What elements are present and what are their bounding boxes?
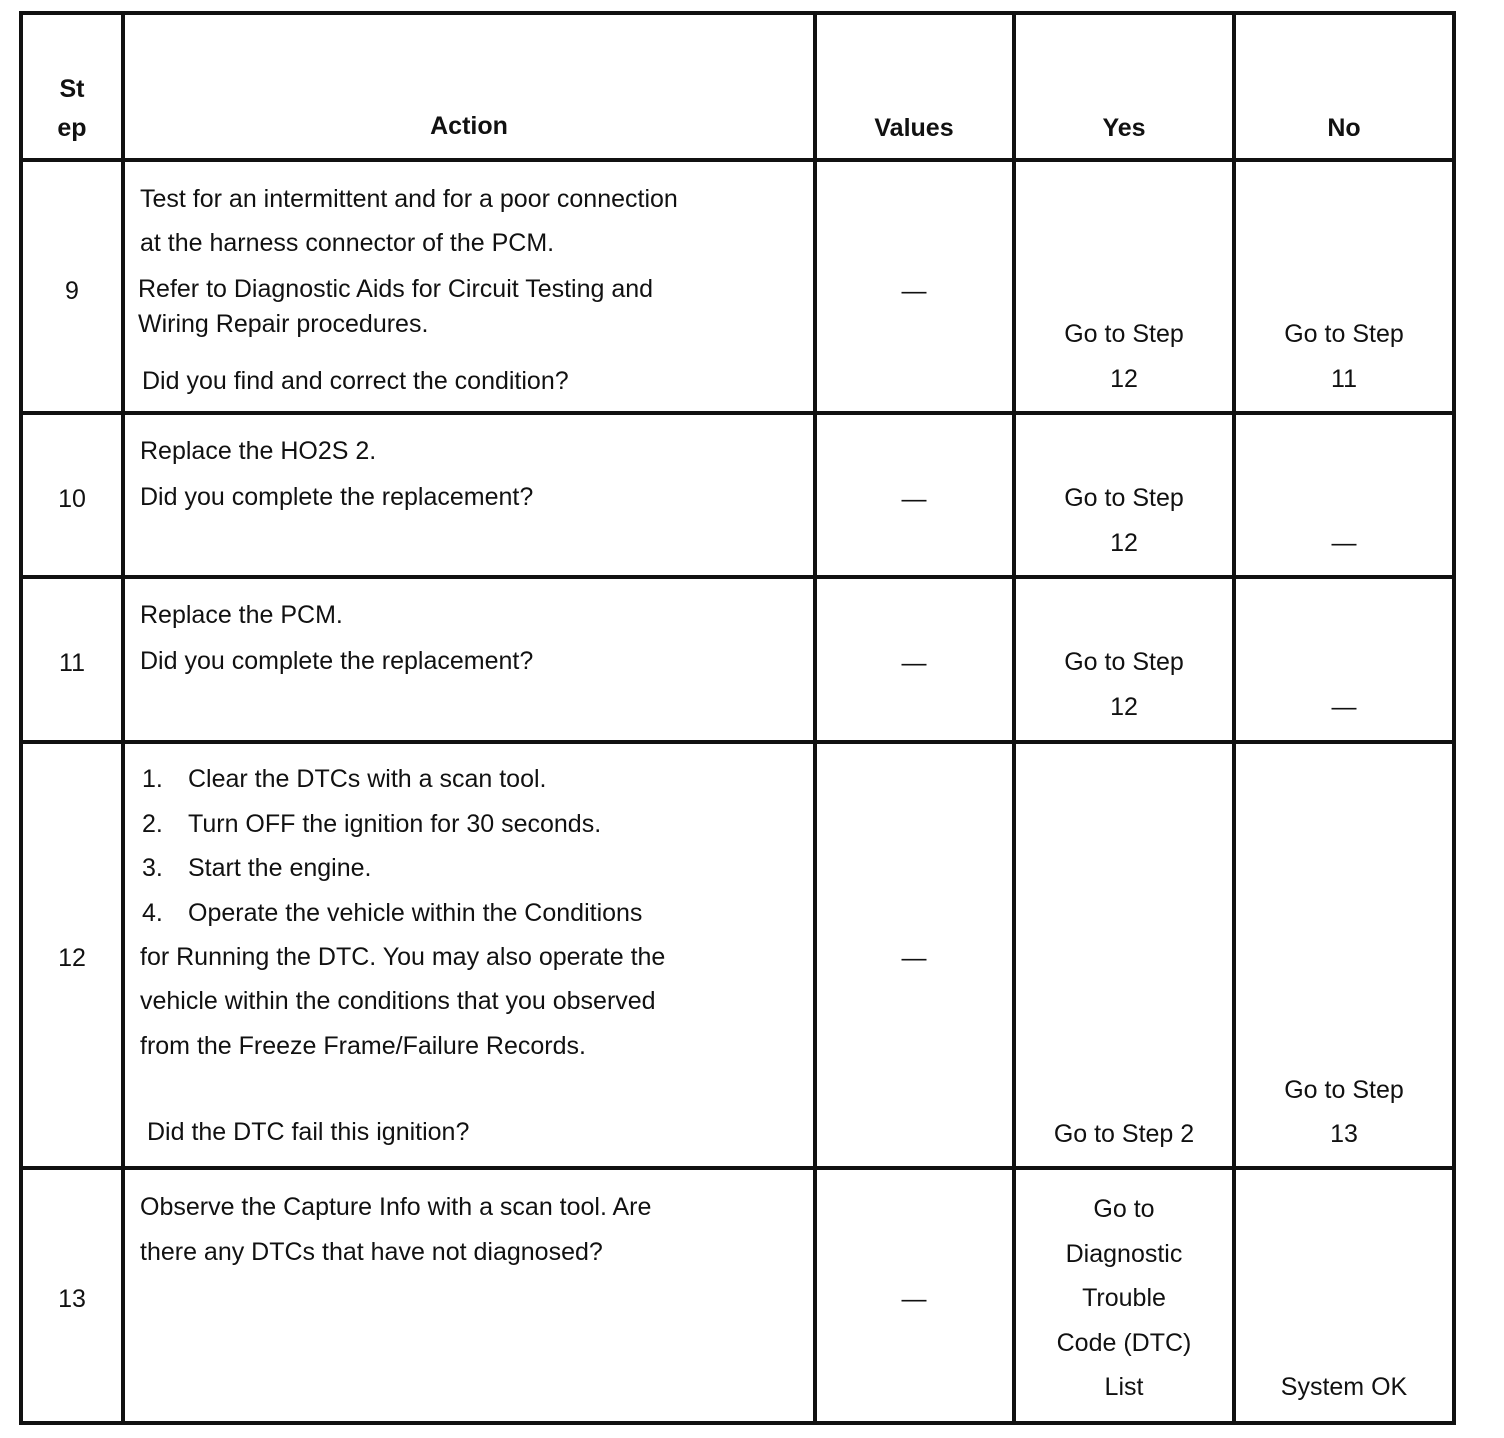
list-text: Operate the vehicle within the Conditions — [188, 899, 643, 927]
action-line: at the harness connector of the PCM. — [140, 229, 555, 257]
header-no: No — [1327, 114, 1361, 142]
step-number: 13 — [58, 1285, 86, 1313]
action-line: Test for an intermittent and for a poor connection — [140, 185, 678, 213]
action-line: Refer to Diagnostic Aids for Circuit Testing and — [138, 275, 654, 303]
no-cell: Go to Step — [1284, 1076, 1404, 1104]
no-cell: 11 — [1331, 365, 1357, 393]
values-cell: — — [901, 277, 927, 305]
yes-cell: Trouble — [1082, 1284, 1166, 1312]
yes-cell: Go to — [1093, 1195, 1155, 1223]
yes-cell: Go to Step 2 — [1053, 1120, 1195, 1148]
yes-cell: 12 — [1110, 529, 1138, 557]
action-question: Did you find and correct the condition? — [142, 367, 569, 395]
values-cell: — — [901, 944, 927, 972]
action-question: Did you complete the replacement? — [140, 483, 534, 511]
no-cell: — — [1331, 529, 1357, 557]
step-number: 9 — [65, 277, 79, 305]
no-cell: System OK — [1280, 1373, 1408, 1401]
no-cell: — — [1331, 693, 1357, 721]
list-text: Turn OFF the ignition for 30 seconds. — [188, 810, 602, 838]
yes-cell: 12 — [1110, 693, 1138, 721]
header-values: Values — [874, 114, 954, 142]
values-cell: — — [901, 1285, 927, 1313]
values-cell: — — [901, 485, 927, 513]
values-cell: — — [901, 649, 927, 677]
header-step-line1: St — [59, 75, 85, 103]
list-number: 2. — [142, 810, 163, 838]
header-step-line2: ep — [57, 114, 87, 142]
action-line: vehicle within the conditions that you observed — [140, 987, 656, 1015]
yes-cell: Go to Step — [1064, 648, 1184, 676]
no-cell: Go to Step — [1284, 320, 1404, 348]
action-line: from the Freeze Frame/Failure Records. — [140, 1032, 586, 1060]
yes-cell: Go to Step — [1064, 320, 1184, 348]
list-number: 1. — [142, 765, 163, 793]
action-question: Did you complete the replacement? — [140, 647, 534, 675]
action-line: Observe the Capture Info with a scan tool. Are — [140, 1193, 652, 1221]
no-cell: 13 — [1330, 1120, 1358, 1148]
yes-cell: 12 — [1110, 365, 1138, 393]
header-action: Action — [430, 112, 508, 140]
list-text: Start the engine. — [188, 854, 372, 882]
yes-cell: Go to Step — [1064, 484, 1184, 512]
step-number: 10 — [58, 485, 86, 513]
action-line: Wiring Repair procedures. — [138, 310, 429, 338]
action-line: Replace the HO2S 2. — [140, 437, 377, 465]
list-number: 4. — [142, 899, 163, 927]
step-number: 11 — [59, 649, 85, 677]
step-number: 12 — [58, 944, 86, 972]
action-question: there any DTCs that have not diagnosed? — [140, 1238, 603, 1266]
header-yes: Yes — [1102, 114, 1146, 142]
action-line: for Running the DTC. You may also operate the — [140, 943, 666, 971]
list-text: Clear the DTCs with a scan tool. — [188, 765, 547, 793]
yes-cell: Diagnostic — [1065, 1240, 1183, 1268]
action-question: Did the DTC fail this ignition? — [147, 1118, 470, 1146]
yes-cell: List — [1104, 1373, 1144, 1401]
list-number: 3. — [142, 854, 163, 882]
yes-cell: Code (DTC) — [1056, 1329, 1192, 1357]
action-line: Replace the PCM. — [140, 601, 343, 629]
